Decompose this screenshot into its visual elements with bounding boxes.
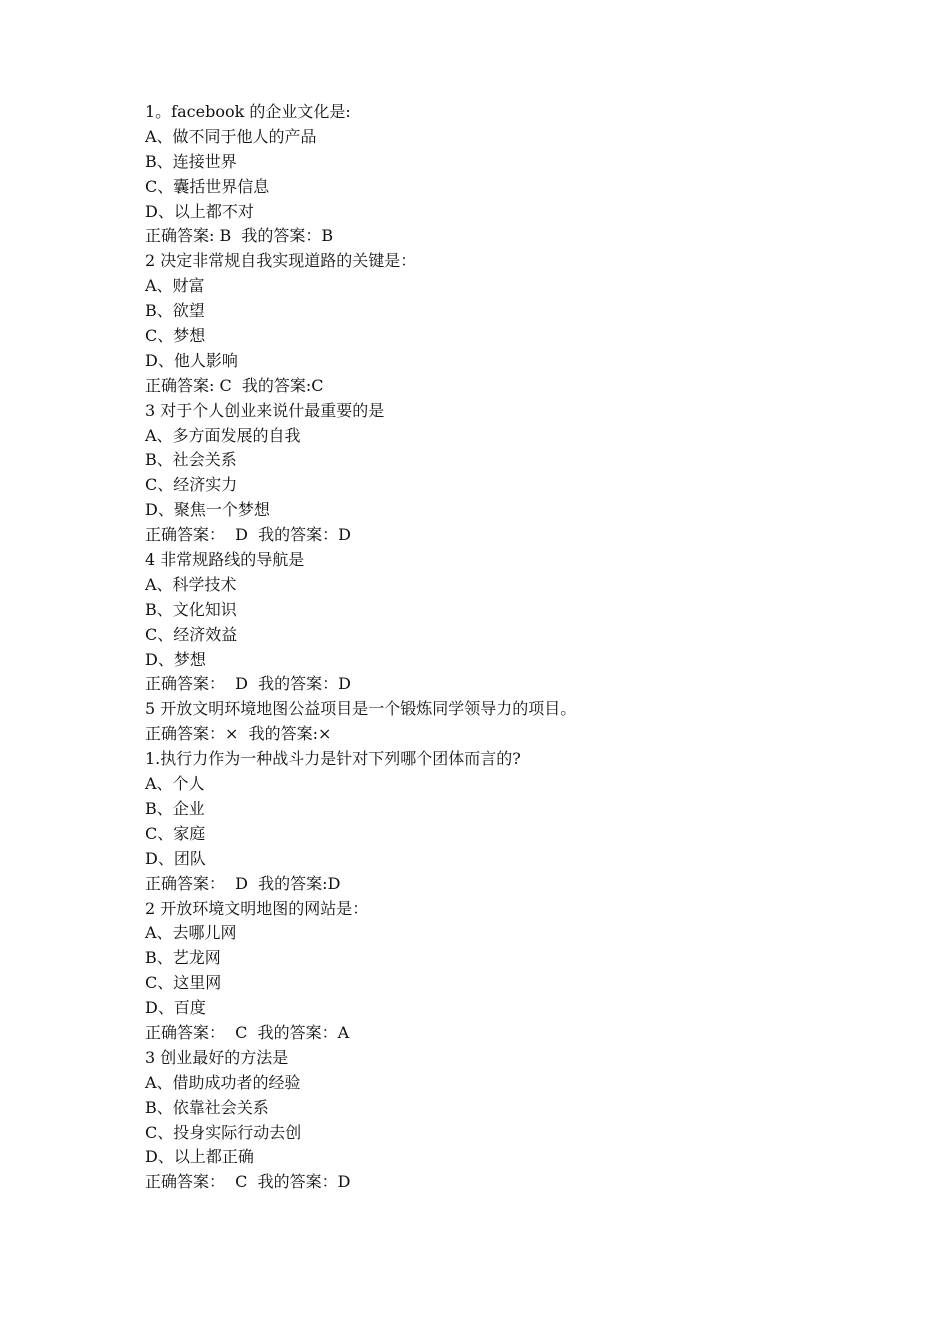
question-7-option-d: D、百度 [145,998,206,1018]
question-8-option-a: A、借助成功者的经验 [145,1072,301,1092]
question-4-option-a: A、科学技术 [145,574,237,594]
question-6-option-a: A、个人 [145,774,205,794]
question-2-option-c: C、梦想 [145,326,206,346]
question-3-title: 3 对于个人创业来说什最重要的是 [145,400,385,420]
quiz-content [145,100,845,1195]
question-2-option-d: D、他人影响 [145,350,238,370]
question-6-title: 1.执行力作为一种战斗力是针对下列哪个团体而言的? [145,749,521,769]
question-5-title: 5 开放文明环境地图公益项目是一个锻炼同学领导力的项目。 [145,699,577,719]
question-4-option-b: B、文化知识 [145,599,237,619]
question-1-option-c: C、囊括世界信息 [145,176,270,196]
question-4-answer: 正确答案： D 我的答案：D [145,674,352,694]
question-1-option-d: D、以上都不对 [145,201,254,221]
question-3-option-a: A、多方面发展的自我 [145,425,301,445]
question-1-answer: 正确答案: B 我的答案：B [145,226,334,246]
question-8-option-d: D、以上都正确 [145,1147,254,1167]
question-7-option-b: B、艺龙网 [145,948,221,968]
question-6-answer: 正确答案： D 我的答案:D [145,873,341,893]
question-4-option-d: D、梦想 [145,649,206,669]
question-1-option-b: B、连接世界 [145,151,237,171]
question-1-option-a: A、做不同于他人的产品 [145,126,317,146]
question-4-title: 4 非常规路线的导航是 [145,550,305,570]
question-3-option-d: D、聚焦一个梦想 [145,500,270,520]
question-8-title: 3 创业最好的方法是 [145,1047,289,1067]
question-2-answer: 正确答案: C 我的答案:C [145,375,324,395]
question-7-title: 2 开放环境文明地图的网站是： [145,898,369,918]
question-1-title: 1。facebook 的企业文化是: [145,102,351,121]
question-7-answer: 正确答案： C 我的答案：A [145,1022,350,1042]
question-2-option-b: B、欲望 [145,301,205,321]
question-2-option-a: A、财富 [145,276,205,296]
question-7-option-a: A、去哪儿网 [145,923,237,943]
question-4-option-c: C、经济效益 [145,624,238,644]
question-3-option-c: C、经济实力 [145,475,238,495]
question-2-title: 2 决定非常规自我实现道路的关键是： [145,251,417,271]
question-8-option-c: C、投身实际行动去创 [145,1122,302,1142]
question-7-option-c: C、这里网 [145,973,222,993]
question-3-option-b: B、社会关系 [145,450,237,470]
question-6-option-c: C、家庭 [145,823,206,843]
question-6-option-b: B、企业 [145,798,205,818]
question-3-answer: 正确答案： D 我的答案：D [145,525,352,545]
question-8-answer: 正确答案： C 我的答案：D [145,1172,351,1192]
question-6-option-d: D、团队 [145,848,206,868]
question-5-answer: 正确答案：× 我的答案:× [145,724,332,744]
question-8-option-b: B、依靠社会关系 [145,1097,269,1117]
